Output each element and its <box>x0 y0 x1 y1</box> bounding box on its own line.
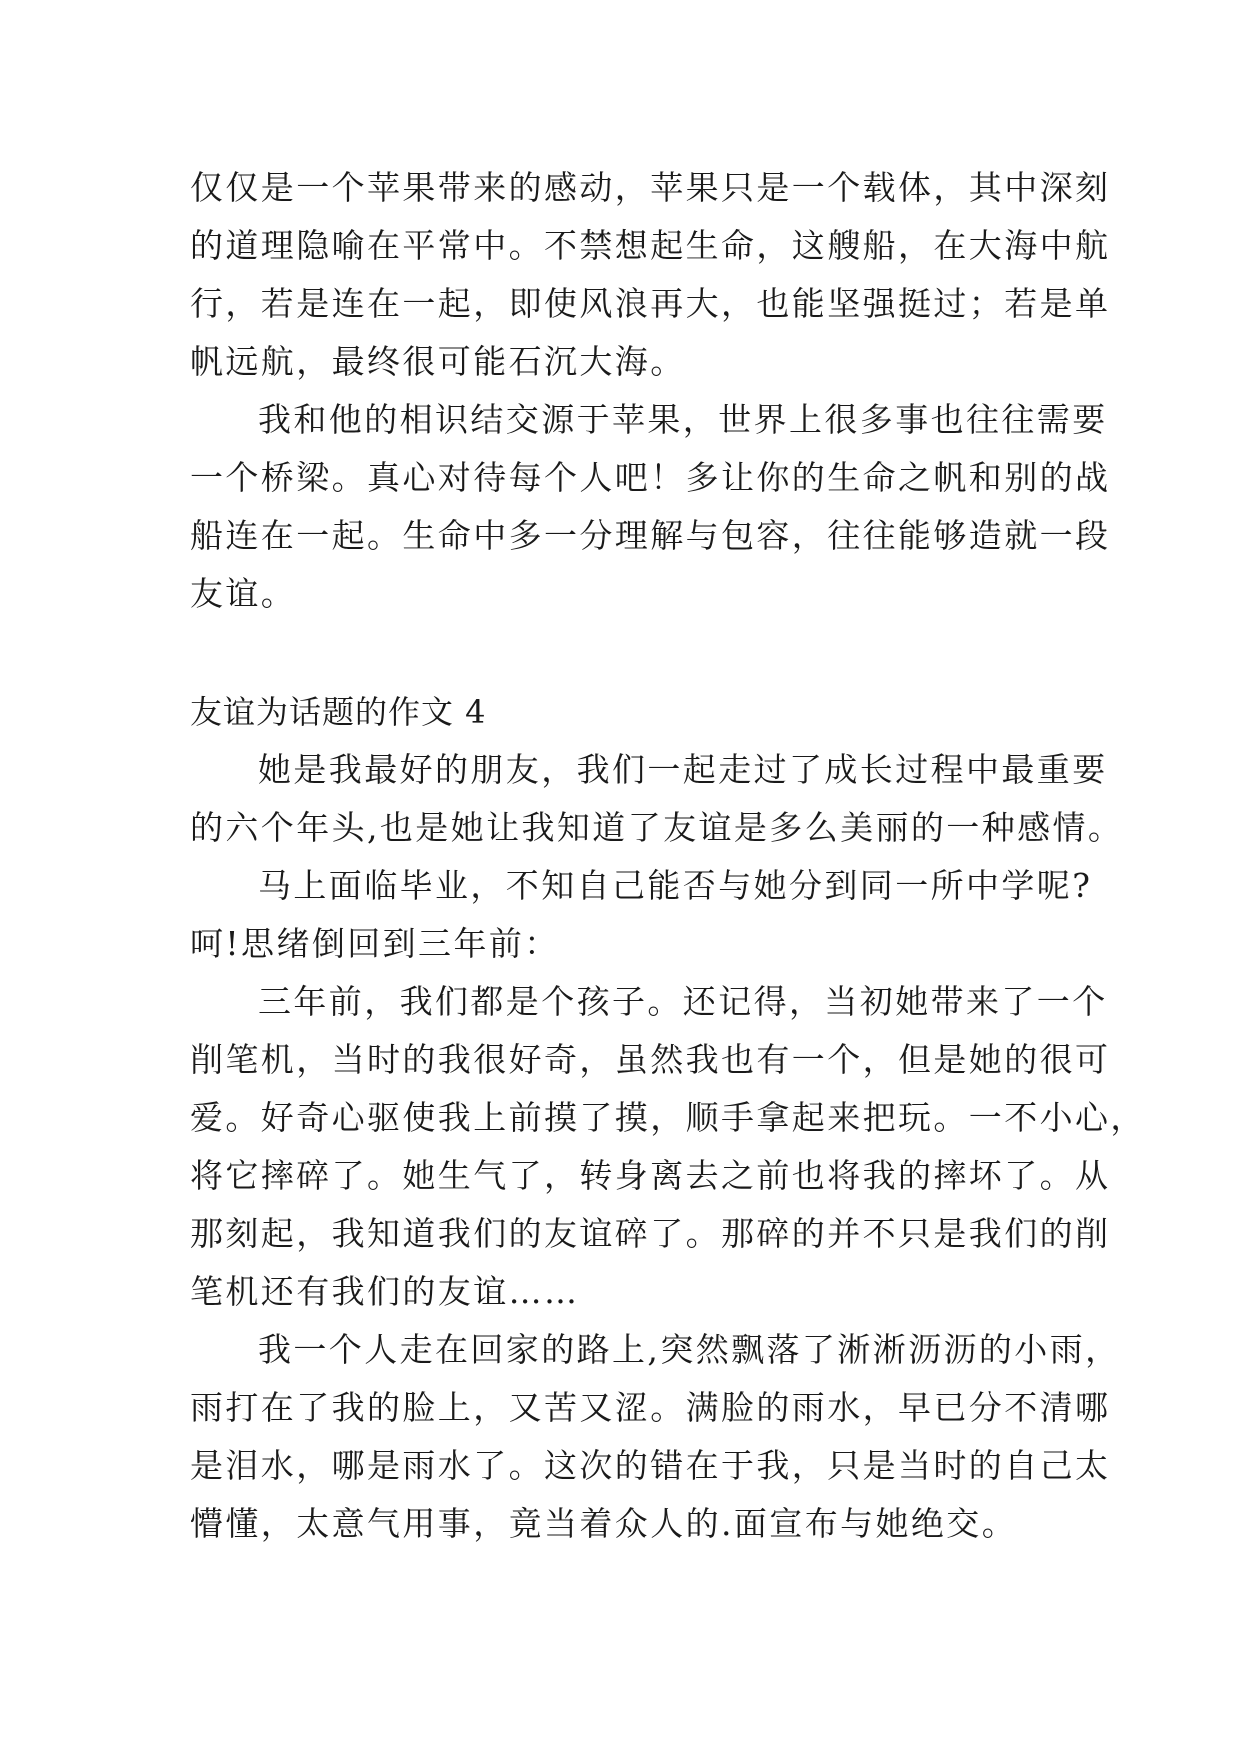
paragraph-6-line-3: 是泪水，哪是雨水了。这次的错在于我，只是当时的自己太 <box>190 1446 1111 1485</box>
paragraph-3-line-2: 的六个年头,也是她让我知道了友谊是多么美丽的一种感情。 <box>190 808 1124 847</box>
paragraph-1-line-2: 的道理隐喻在平常中。不禁想起生命，这艘船，在大海中航 <box>190 226 1111 265</box>
paragraph-2-line-4: 友谊。 <box>190 574 297 613</box>
paragraph-5-line-3: 爱。好奇心驱使我上前摸了摸，顺手拿起来把玩。一不小心， <box>190 1098 1146 1137</box>
paragraph-5-line-1: 三年前，我们都是个孩子。还记得，当初她带来了一个 <box>258 982 1108 1021</box>
paragraph-6-line-1: 我一个人走在回家的路上,突然飘落了淅淅沥沥的小雨， <box>258 1330 1121 1369</box>
paragraph-1-line-1: 仅仅是一个苹果带来的感动，苹果只是一个载体，其中深刻 <box>190 168 1111 207</box>
paragraph-5-line-4: 将它摔碎了。她生气了，转身离去之前也将我的摔坏了。从 <box>190 1156 1111 1195</box>
paragraph-2-line-2: 一个桥梁。真心对待每个人吧！多让你的生命之帆和别的战 <box>190 458 1111 497</box>
paragraph-5-line-6: 笔机还有我们的友谊…… <box>190 1272 580 1311</box>
paragraph-4-line-2: 呵!思绪倒回到三年前： <box>190 924 560 963</box>
paragraph-5-line-2: 削笔机，当时的我很好奇，虽然我也有一个，但是她的很可 <box>190 1040 1111 1079</box>
paragraph-4-line-1: 马上面临毕业，不知自己能否与她分到同一所中学呢? <box>258 866 1093 905</box>
paragraph-2-line-3: 船连在一起。生命中多一分理解与包容，往往能够造就一段 <box>190 516 1111 555</box>
paragraph-1-line-3: 行，若是连在一起，即使风浪再大，也能坚强挺过；若是单 <box>190 284 1111 323</box>
paragraph-2-line-1: 我和他的相识结交源于苹果，世界上很多事也往往需要 <box>258 400 1108 439</box>
paragraph-5-line-5: 那刻起，我知道我们的友谊碎了。那碎的并不只是我们的削 <box>190 1214 1111 1253</box>
paragraph-6-line-4: 懵懂，太意气用事，竟当着众人的.面宣布与她绝交。 <box>190 1504 1018 1543</box>
paragraph-1-line-4: 帆远航，最终很可能石沉大海。 <box>190 342 686 381</box>
paragraph-3-line-1: 她是我最好的朋友，我们一起走过了成长过程中最重要 <box>258 750 1108 789</box>
section-heading: 友谊为话题的作文 4 <box>190 693 487 731</box>
paragraph-6-line-2: 雨打在了我的脸上，又苦又涩。满脸的雨水，早已分不清哪 <box>190 1388 1111 1427</box>
